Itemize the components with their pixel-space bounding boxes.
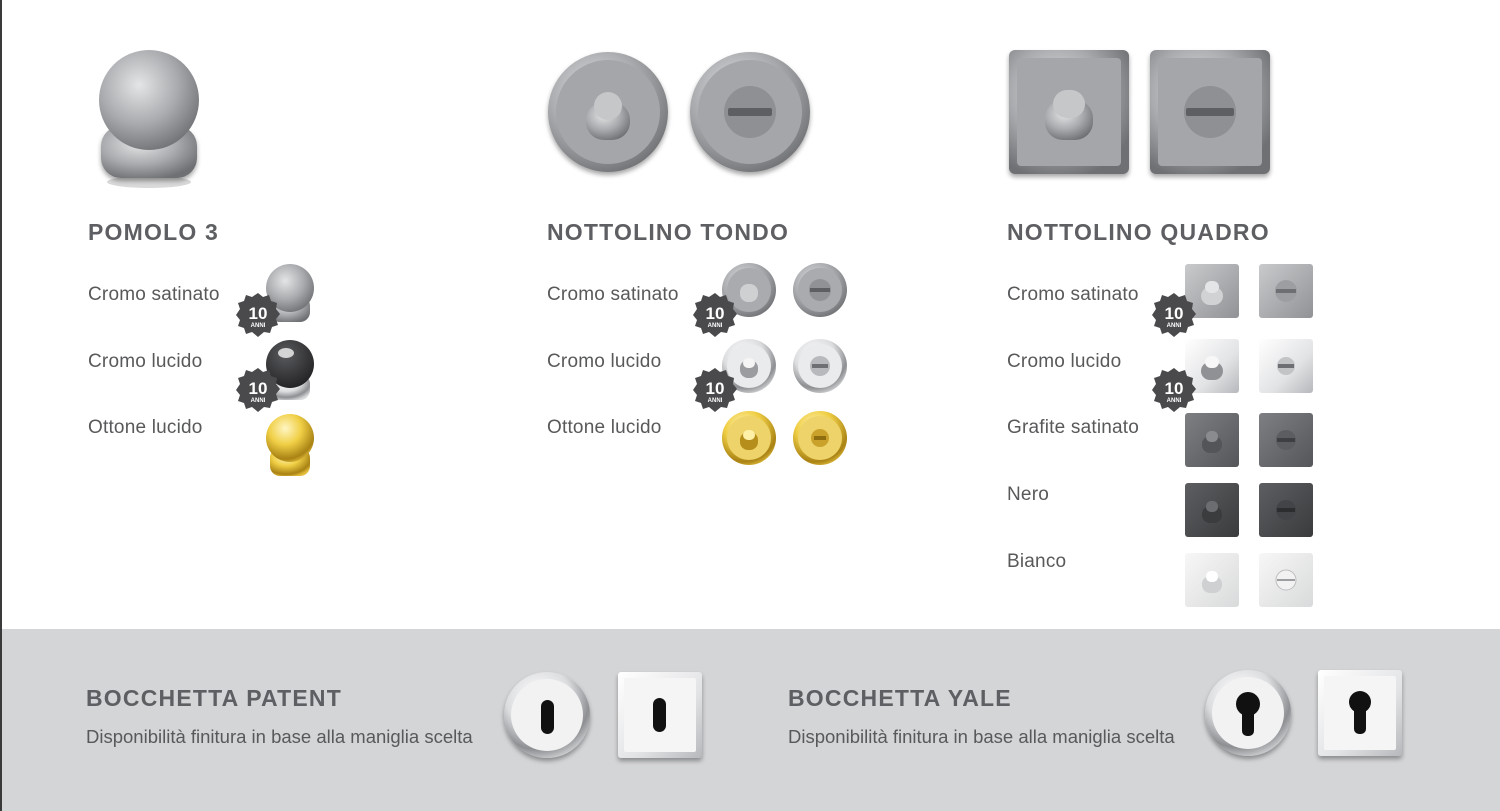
quadro-finish-bianco: Bianco: [1007, 551, 1067, 572]
yale-round-escutcheon-image: [1203, 668, 1295, 760]
badge-number: 10: [248, 379, 268, 398]
patent-subtitle: Disponibilità finitura in base alla maniglia scelta: [86, 726, 473, 747]
warranty-badge-icon: [692, 292, 738, 338]
pomolo-hero-image: [92, 44, 212, 194]
badge-word: ANNI: [250, 398, 266, 404]
badge-number: 10: [248, 304, 268, 323]
quadro-swatch-graphite-indicator: [1258, 412, 1314, 468]
yale-square-escutcheon-image: [1316, 668, 1406, 760]
pomolo-swatch-ottone-lucido: [264, 410, 320, 478]
tondo-swatch-brass-thumbturn: [721, 410, 779, 468]
quadro-swatch-white-thumbturn: [1184, 552, 1240, 608]
quadro-swatch-graphite-thumbturn: [1184, 412, 1240, 468]
patent-round-escutcheon-image: [502, 670, 594, 762]
tondo-swatch-satin-indicator: [792, 262, 850, 320]
badge-word: ANNI: [250, 323, 266, 329]
pomolo-title: POMOLO 3: [88, 219, 220, 245]
tondo-finish-cromo-lucido: Cromo lucido: [547, 351, 662, 372]
pomolo-finish-ottone-lucido: Ottone lucido: [88, 417, 203, 438]
quadro-finish-nero: Nero: [1007, 484, 1049, 505]
quadro-finish-grafite-satinato: Grafite satinato: [1007, 417, 1140, 438]
quadro-swatch-black-thumbturn: [1184, 482, 1240, 538]
badge-number: 10: [1164, 379, 1184, 398]
quadro-hero-indicator-image: [1148, 48, 1274, 180]
quadro-swatch-chrome-indicator: [1258, 338, 1314, 394]
warranty-badge-icon: [1151, 367, 1197, 413]
patent-square-escutcheon-image: [616, 670, 706, 762]
quadro-swatch-white-indicator: [1258, 552, 1314, 608]
quadro-finish-cromo-lucido: Cromo lucido: [1007, 351, 1122, 372]
pomolo-finish-cromo-lucido: Cromo lucido: [88, 351, 203, 372]
quadro-hero-thumbturn-image: [1007, 48, 1133, 180]
badge-word: ANNI: [707, 323, 723, 329]
warranty-badge-icon: [1151, 292, 1197, 338]
quadro-swatch-satin-indicator: [1258, 263, 1314, 319]
quadro-swatch-black-indicator: [1258, 482, 1314, 538]
yale-subtitle: Disponibilità finitura in base alla maniglia scelta: [788, 726, 1175, 747]
quadro-title: NOTTOLINO QUADRO: [1007, 219, 1270, 245]
badge-word: ANNI: [1166, 323, 1182, 329]
tondo-swatch-chrome-indicator: [792, 338, 850, 396]
tondo-finish-ottone-lucido: Ottone lucido: [547, 417, 662, 438]
badge-number: 10: [1164, 304, 1184, 323]
quadro-finish-cromo-satinato: Cromo satinato: [1007, 284, 1139, 305]
badge-number: 10: [705, 379, 725, 398]
badge-word: ANNI: [707, 398, 723, 404]
pomolo-finish-cromo-satinato: Cromo satinato: [88, 284, 220, 305]
patent-title: BOCCHETTA PATENT: [86, 685, 342, 711]
badge-word: ANNI: [1166, 398, 1182, 404]
tondo-hero-thumbturn-image: [546, 50, 674, 178]
tondo-hero-indicator-image: [688, 50, 816, 178]
warranty-badge-icon: [235, 292, 281, 338]
tondo-swatch-brass-indicator: [792, 410, 850, 468]
warranty-badge-icon: [692, 367, 738, 413]
yale-title: BOCCHETTA YALE: [788, 685, 1012, 711]
warranty-badge-icon: [235, 367, 281, 413]
badge-number: 10: [705, 304, 725, 323]
tondo-title: NOTTOLINO TONDO: [547, 219, 790, 245]
tondo-finish-cromo-satinato: Cromo satinato: [547, 284, 679, 305]
